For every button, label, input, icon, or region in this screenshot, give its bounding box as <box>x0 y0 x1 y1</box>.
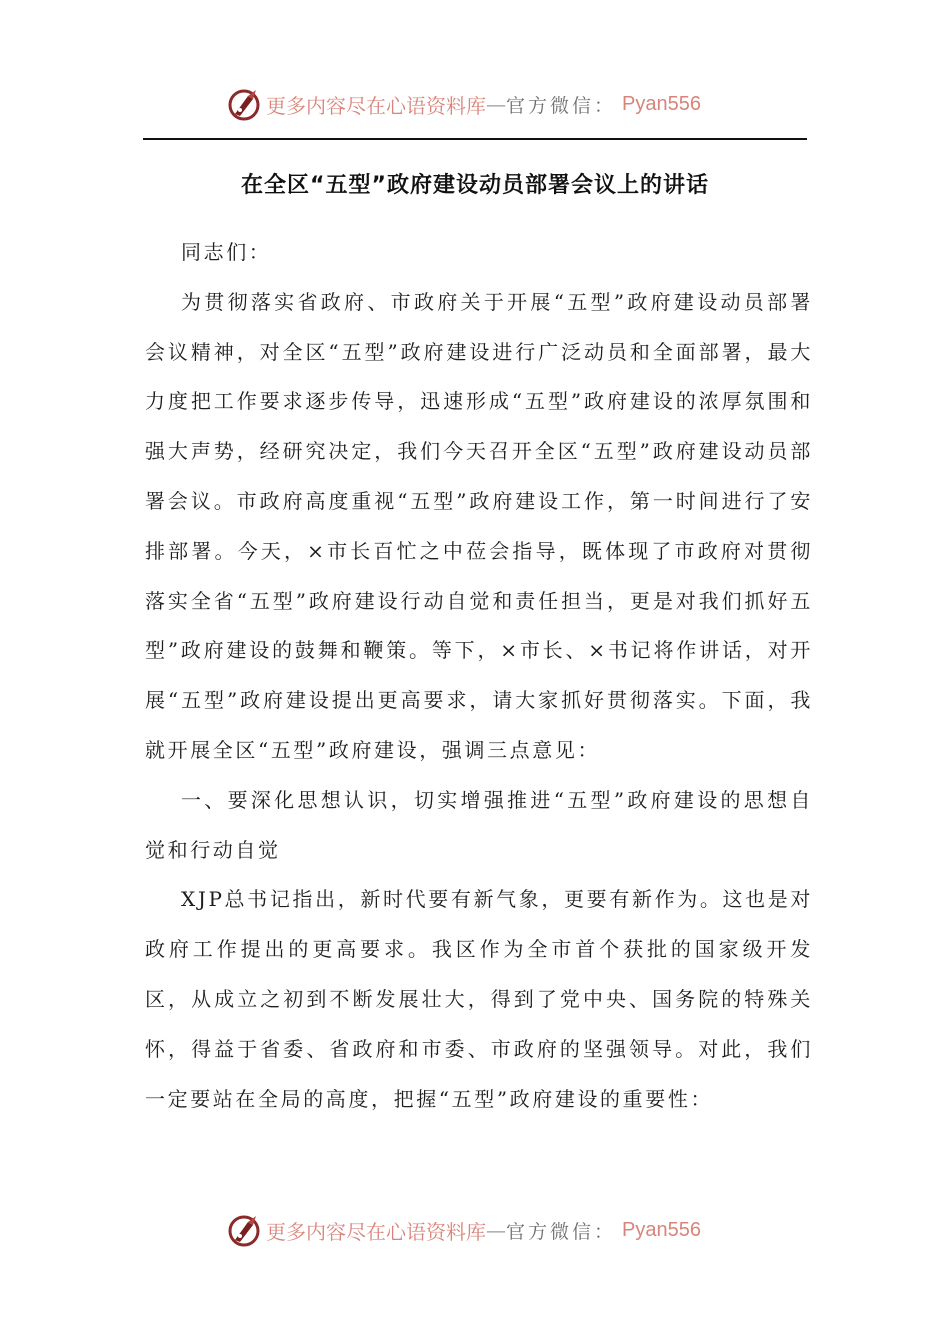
watermark-dash: — <box>486 92 506 116</box>
watermark-wechat-label: 官方微信： <box>506 1220 617 1243</box>
footer-watermark-banner <box>226 1210 701 1250</box>
header-divider <box>143 138 807 140</box>
paragraph-section-1: XJP总书记指出，新时代要有新气象，更要有新作为。这也是对政府工作提出的更高要求。我区作为全市首个获批的国家级开发区，从成立之初到不断发展壮大，得到了党中央、国务院的特殊关怀，得益于省委、省政府和市委、市政府的坚强领导。对此，我们一定要站在全局的高度，把握“五型”政府建设的重要性： <box>145 887 813 1111</box>
quill-pen-logo-icon <box>226 1212 262 1248</box>
section-heading-1: 一、要深化思想认识，切实增强推进“五型”政府建设的思想自觉和行动自觉 <box>145 787 813 862</box>
salutation: 同志们： <box>181 240 272 264</box>
document-title: 在全区“五型”政府建设动员部署会议上的讲话 <box>241 173 709 198</box>
quill-pen-logo-icon <box>226 86 262 122</box>
watermark-main-text: 更多内容尽在心语资料库 <box>266 93 486 118</box>
document-body <box>145 228 813 1124</box>
watermark-dash: — <box>486 1218 506 1242</box>
paragraph-intro: 为贯彻落实省政府、市政府关于开展“五型”政府建设动员部署会议精神，对全区“五型”政府建设进行广泛动员和全面部署，最大力度把工作要求逐步传导，迅速形成“五型”政府建设的浓厚氛围和强大声势，经研究决定，我们今天召开全区“五型”政府建设动员部署会议。市政府高度重视“五型”政府建设工作，第一时间进行了安排部署。今天，×市长百忙之中莅会指导，既体现了市政府对贯彻落实全省“五型”政府建设行动自觉和责任担当，更是对我们抓好五型”政府建设的鼓舞和鞭策。等下，×市长、×书记将作讲话，对开展“五型”政府建设提出更高要求，请大家抓好贯彻落实。下面，我就开展全区“五型”政府建设，强调三点意见： <box>145 289 813 762</box>
watermark-wechat-id: Pyan556 <box>622 92 701 115</box>
watermark-wechat-label: 官方微信： <box>506 94 617 117</box>
header-watermark-banner <box>226 84 701 124</box>
watermark-wechat-id: Pyan556 <box>622 1218 701 1241</box>
watermark-main-text: 更多内容尽在心语资料库 <box>266 1219 486 1244</box>
